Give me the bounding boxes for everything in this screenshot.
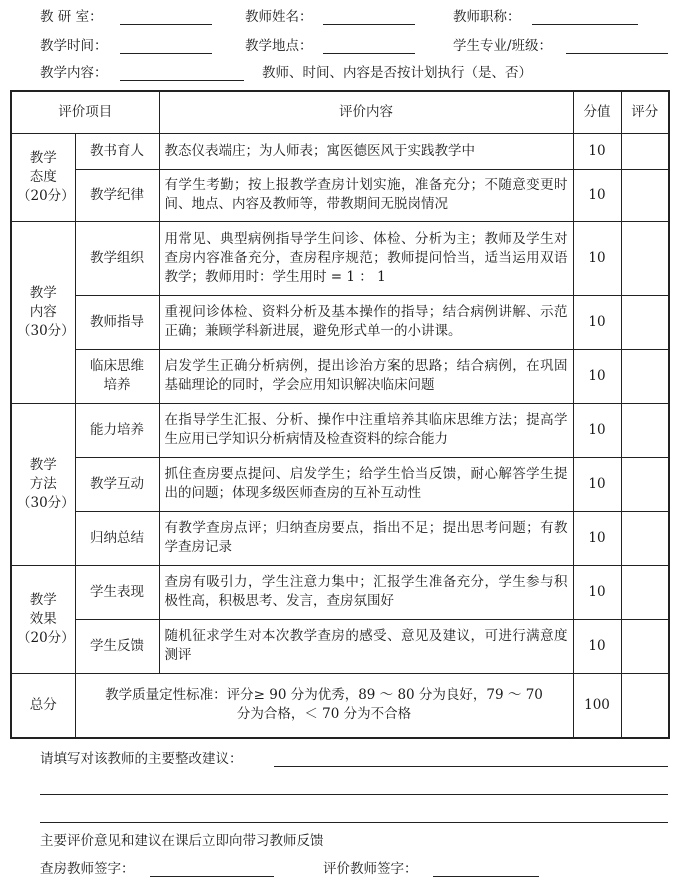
header-row-1	[0, 6, 678, 28]
evaluator-sign-field[interactable]	[433, 860, 539, 877]
teaching-time-label: 教学时间：	[40, 38, 108, 54]
item-name: 学生反馈	[75, 619, 159, 673]
category-method: 教学 方法 （30分）	[11, 403, 75, 565]
feedback-note: 主要评价意见和建议在课后立即向带习教师反馈	[40, 833, 324, 849]
item-content: 启发学生正确分析病例，提出诊治方案的思路；结合病例，在巩固基础理论的同时，学会应用知识解决临床问题	[159, 349, 573, 403]
teacher-title-label: 教师职称：	[453, 9, 521, 25]
item-name: 教学互动	[75, 457, 159, 511]
item-score: 10	[573, 295, 621, 349]
item-content: 随机征求学生对本次教学查房的感受、意见及建议，可进行满意度测评	[159, 619, 573, 673]
table-row	[11, 511, 669, 565]
header-row-3	[0, 62, 678, 84]
item-name: 学生表现	[75, 565, 159, 619]
department-label: 教 研 室：	[40, 9, 103, 25]
table-header-row	[11, 91, 669, 133]
rating-cell[interactable]	[621, 457, 669, 511]
item-score: 10	[573, 169, 621, 221]
table-row	[11, 565, 669, 619]
item-name: 归纳总结	[75, 511, 159, 565]
total-row	[11, 673, 669, 738]
suggestion-label: 请填写对该教师的主要整改建议：	[40, 751, 243, 767]
suggestion-extra-line[interactable]	[40, 793, 668, 795]
suggestion-row	[0, 748, 678, 770]
table-row	[11, 619, 669, 673]
teaching-place-field[interactable]	[323, 37, 415, 54]
rating-cell[interactable]	[621, 403, 669, 457]
item-name: 教书育人	[75, 133, 159, 169]
table-row	[11, 169, 669, 221]
header-content: 评价内容	[159, 91, 573, 133]
category-attitude: 教学 态度 （20分）	[11, 133, 75, 221]
item-name: 教学组织	[75, 221, 159, 295]
evaluator-sign-label: 评价教师签字：	[323, 861, 418, 877]
teacher-name-label: 教师姓名：	[245, 9, 313, 25]
item-content: 教态仪表端庄；为人师表；寓医德医风于实践教学中	[159, 133, 573, 169]
item-score: 10	[573, 133, 621, 169]
signature-row	[0, 858, 678, 880]
item-name: 教师指导	[75, 295, 159, 349]
item-score: 10	[573, 511, 621, 565]
ward-teacher-sign-field[interactable]	[150, 860, 274, 877]
item-content: 在指导学生汇报、分析、操作中注重培养其临床思维方法；提高学生应用已学知识分析病情及检查资料的综合能力	[159, 403, 573, 457]
table-row	[11, 349, 669, 403]
header-item: 评价项目	[11, 91, 159, 133]
form-header	[0, 0, 678, 90]
table-row	[11, 295, 669, 349]
teaching-time-field[interactable]	[120, 37, 212, 54]
header-score: 分值	[573, 91, 621, 133]
item-score: 10	[573, 349, 621, 403]
item-score: 10	[573, 565, 621, 619]
plan-check-text: 教师、时间、内容是否按计划执行（是、否）	[262, 65, 532, 81]
item-score: 10	[573, 221, 621, 295]
item-score: 10	[573, 619, 621, 673]
table-row	[11, 457, 669, 511]
teaching-place-label: 教学地点：	[245, 38, 313, 54]
item-content: 有教学查房点评；归纳查房要点，指出不足；提出思考问题；有教学查房记录	[159, 511, 573, 565]
total-score: 100	[573, 673, 621, 738]
student-major-label: 学生专业/班级：	[453, 38, 553, 54]
rating-cell[interactable]	[621, 221, 669, 295]
total-rating-cell[interactable]	[621, 673, 669, 738]
item-content: 查房有吸引力，学生注意力集中；汇报学生准备充分，学生参与积极性高，积极思考、发言，查房氛围好	[159, 565, 573, 619]
feedback-row	[0, 830, 678, 852]
rating-cell[interactable]	[621, 349, 669, 403]
total-label: 总分	[11, 673, 75, 738]
rating-cell[interactable]	[621, 619, 669, 673]
rating-cell[interactable]	[621, 295, 669, 349]
evaluation-table	[10, 90, 670, 739]
item-score: 10	[573, 403, 621, 457]
header-rating: 评分	[621, 91, 669, 133]
item-content: 有学生考勤；按上报教学查房计划实施，准备充分；不随意变更时间、地点、内容及教师等，带教期间无脱岗情况	[159, 169, 573, 221]
student-major-field[interactable]	[566, 37, 668, 54]
item-score: 10	[573, 457, 621, 511]
item-content: 用常见、典型病例指导学生问诊、体检、分析为主；教师及学生对查房内容准备充分，查房程序规范；教师提问恰当，适当运用双语教学；教师用时：学生用时 = 1 ： 1	[159, 221, 573, 295]
rating-cell[interactable]	[621, 133, 669, 169]
ward-teacher-sign-label: 查房教师签字：	[40, 861, 135, 877]
suggestion-field[interactable]	[274, 750, 668, 767]
rating-cell[interactable]	[621, 511, 669, 565]
suggestion-extra-line[interactable]	[40, 821, 668, 823]
header-row-2	[0, 35, 678, 57]
table-row	[11, 403, 669, 457]
department-field[interactable]	[120, 8, 212, 25]
item-name: 教学纪律	[75, 169, 159, 221]
teaching-content-field[interactable]	[120, 64, 244, 81]
item-content: 抓住查房要点提问、启发学生；给学生恰当反馈，耐心解答学生提出的问题；体现多级医师查房的互补互动性	[159, 457, 573, 511]
rating-cell[interactable]	[621, 565, 669, 619]
item-name: 能力培养	[75, 403, 159, 457]
category-content: 教学 内容 （30分）	[11, 221, 75, 403]
item-name: 临床思维 培养	[75, 349, 159, 403]
table-row	[11, 133, 669, 169]
teacher-title-field[interactable]	[532, 8, 638, 25]
rating-cell[interactable]	[621, 169, 669, 221]
total-standard: 教学质量定性标准：评分≥ 90 分为优秀，89 ～ 80 分为良好，79 ～ 70 分为合格，＜ 70 分为不合格	[75, 673, 573, 738]
teacher-name-field[interactable]	[323, 8, 415, 25]
item-content: 重视问诊体检、资料分析及基本操作的指导；结合病例讲解、示范正确；兼顾学科新进展，避免形式单一的小讲课。	[159, 295, 573, 349]
category-effect: 教学 效果 （20分）	[11, 565, 75, 673]
teaching-content-label: 教学内容：	[40, 65, 108, 81]
table-row	[11, 221, 669, 295]
